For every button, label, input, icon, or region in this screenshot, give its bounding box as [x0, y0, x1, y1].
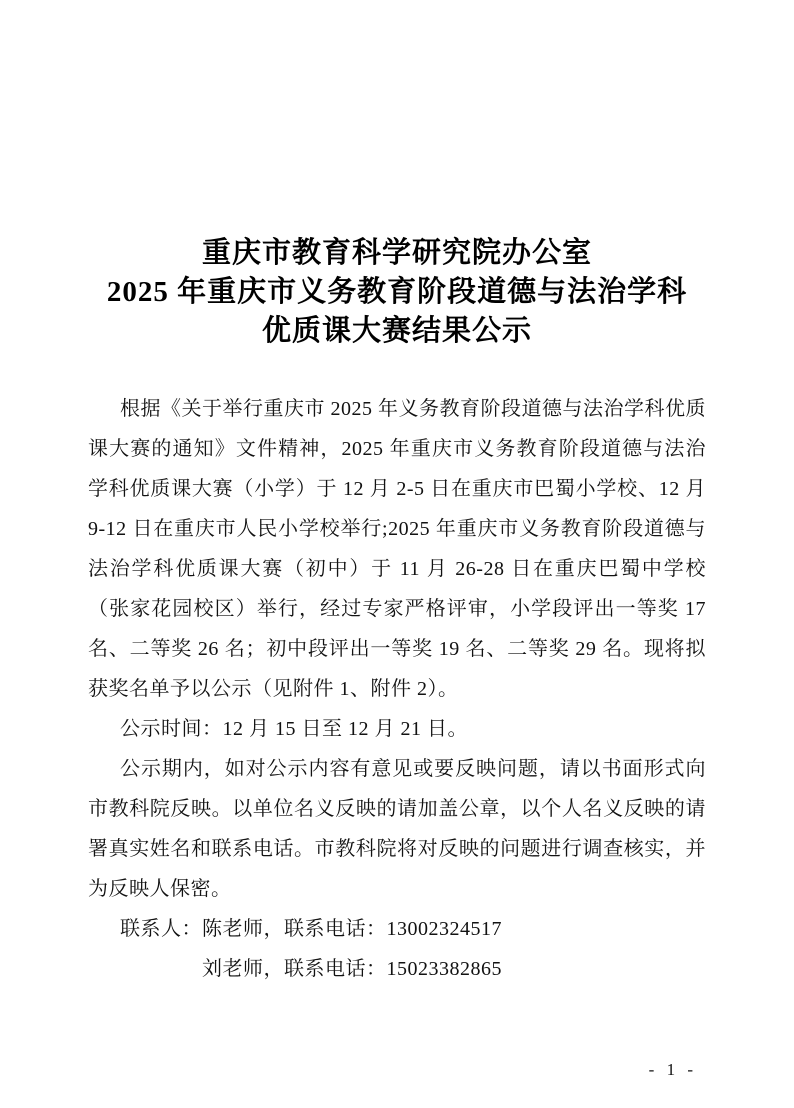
paragraph-feedback: 公示期内，如对公示内容有意见或要反映问题，请以书面形式向市教科院反映。以单位名义反映的请加盖公章，以个人名义反映的请署真实姓名和联系电话。市教科院将对反映的问题进行调查核实，并为反映人保密。: [88, 758, 706, 900]
contact-1-details: 陈老师，联系电话：13002324517: [202, 918, 502, 940]
document-content: [88, 234, 706, 989]
contact-2-details: 刘老师，联系电话：15023382865: [202, 958, 502, 980]
contact-line-1: [88, 909, 706, 949]
document-body: [88, 389, 706, 989]
contact-line-2: [88, 949, 706, 989]
paragraph-publicity-period: 公示时间：12 月 15 日至 12 月 21 日。: [120, 718, 468, 740]
title-line-1: 重庆市教育科学研究院办公室: [201, 237, 592, 269]
page-number: - 1 -: [648, 1060, 697, 1079]
paragraph-intro: 根据《关于举行重庆市 2025 年义务教育阶段道德与法治学科优质课大赛的通知》文件精神，2025 年重庆市义务教育阶段道德与法治学科优质课大赛（小学）于 12 月 2-5 日在重庆市巴蜀小学校、12 月 9-12 日在重庆市人民小学校举行;2025 年重庆市义务教育阶段道德与法治学科优质课大赛（初中）于 11 月 26-28 日在重庆巴蜀中学校（张家花园校区）举行，经过专家严格评审，小学段评出一等奖 17 名、二等奖 26 名；初中段评出一等奖 19 名、二等奖 29 名。现将拟获奖名单予以公示（见附件 1、附件 2）。: [88, 398, 706, 700]
contact-label: 联系人：: [120, 918, 202, 940]
title-line-3: 优质课大赛结果公示: [261, 315, 532, 347]
document-title: [88, 234, 706, 351]
title-line-2: 2025 年重庆市义务教育阶段道德与法治学科: [106, 276, 688, 308]
